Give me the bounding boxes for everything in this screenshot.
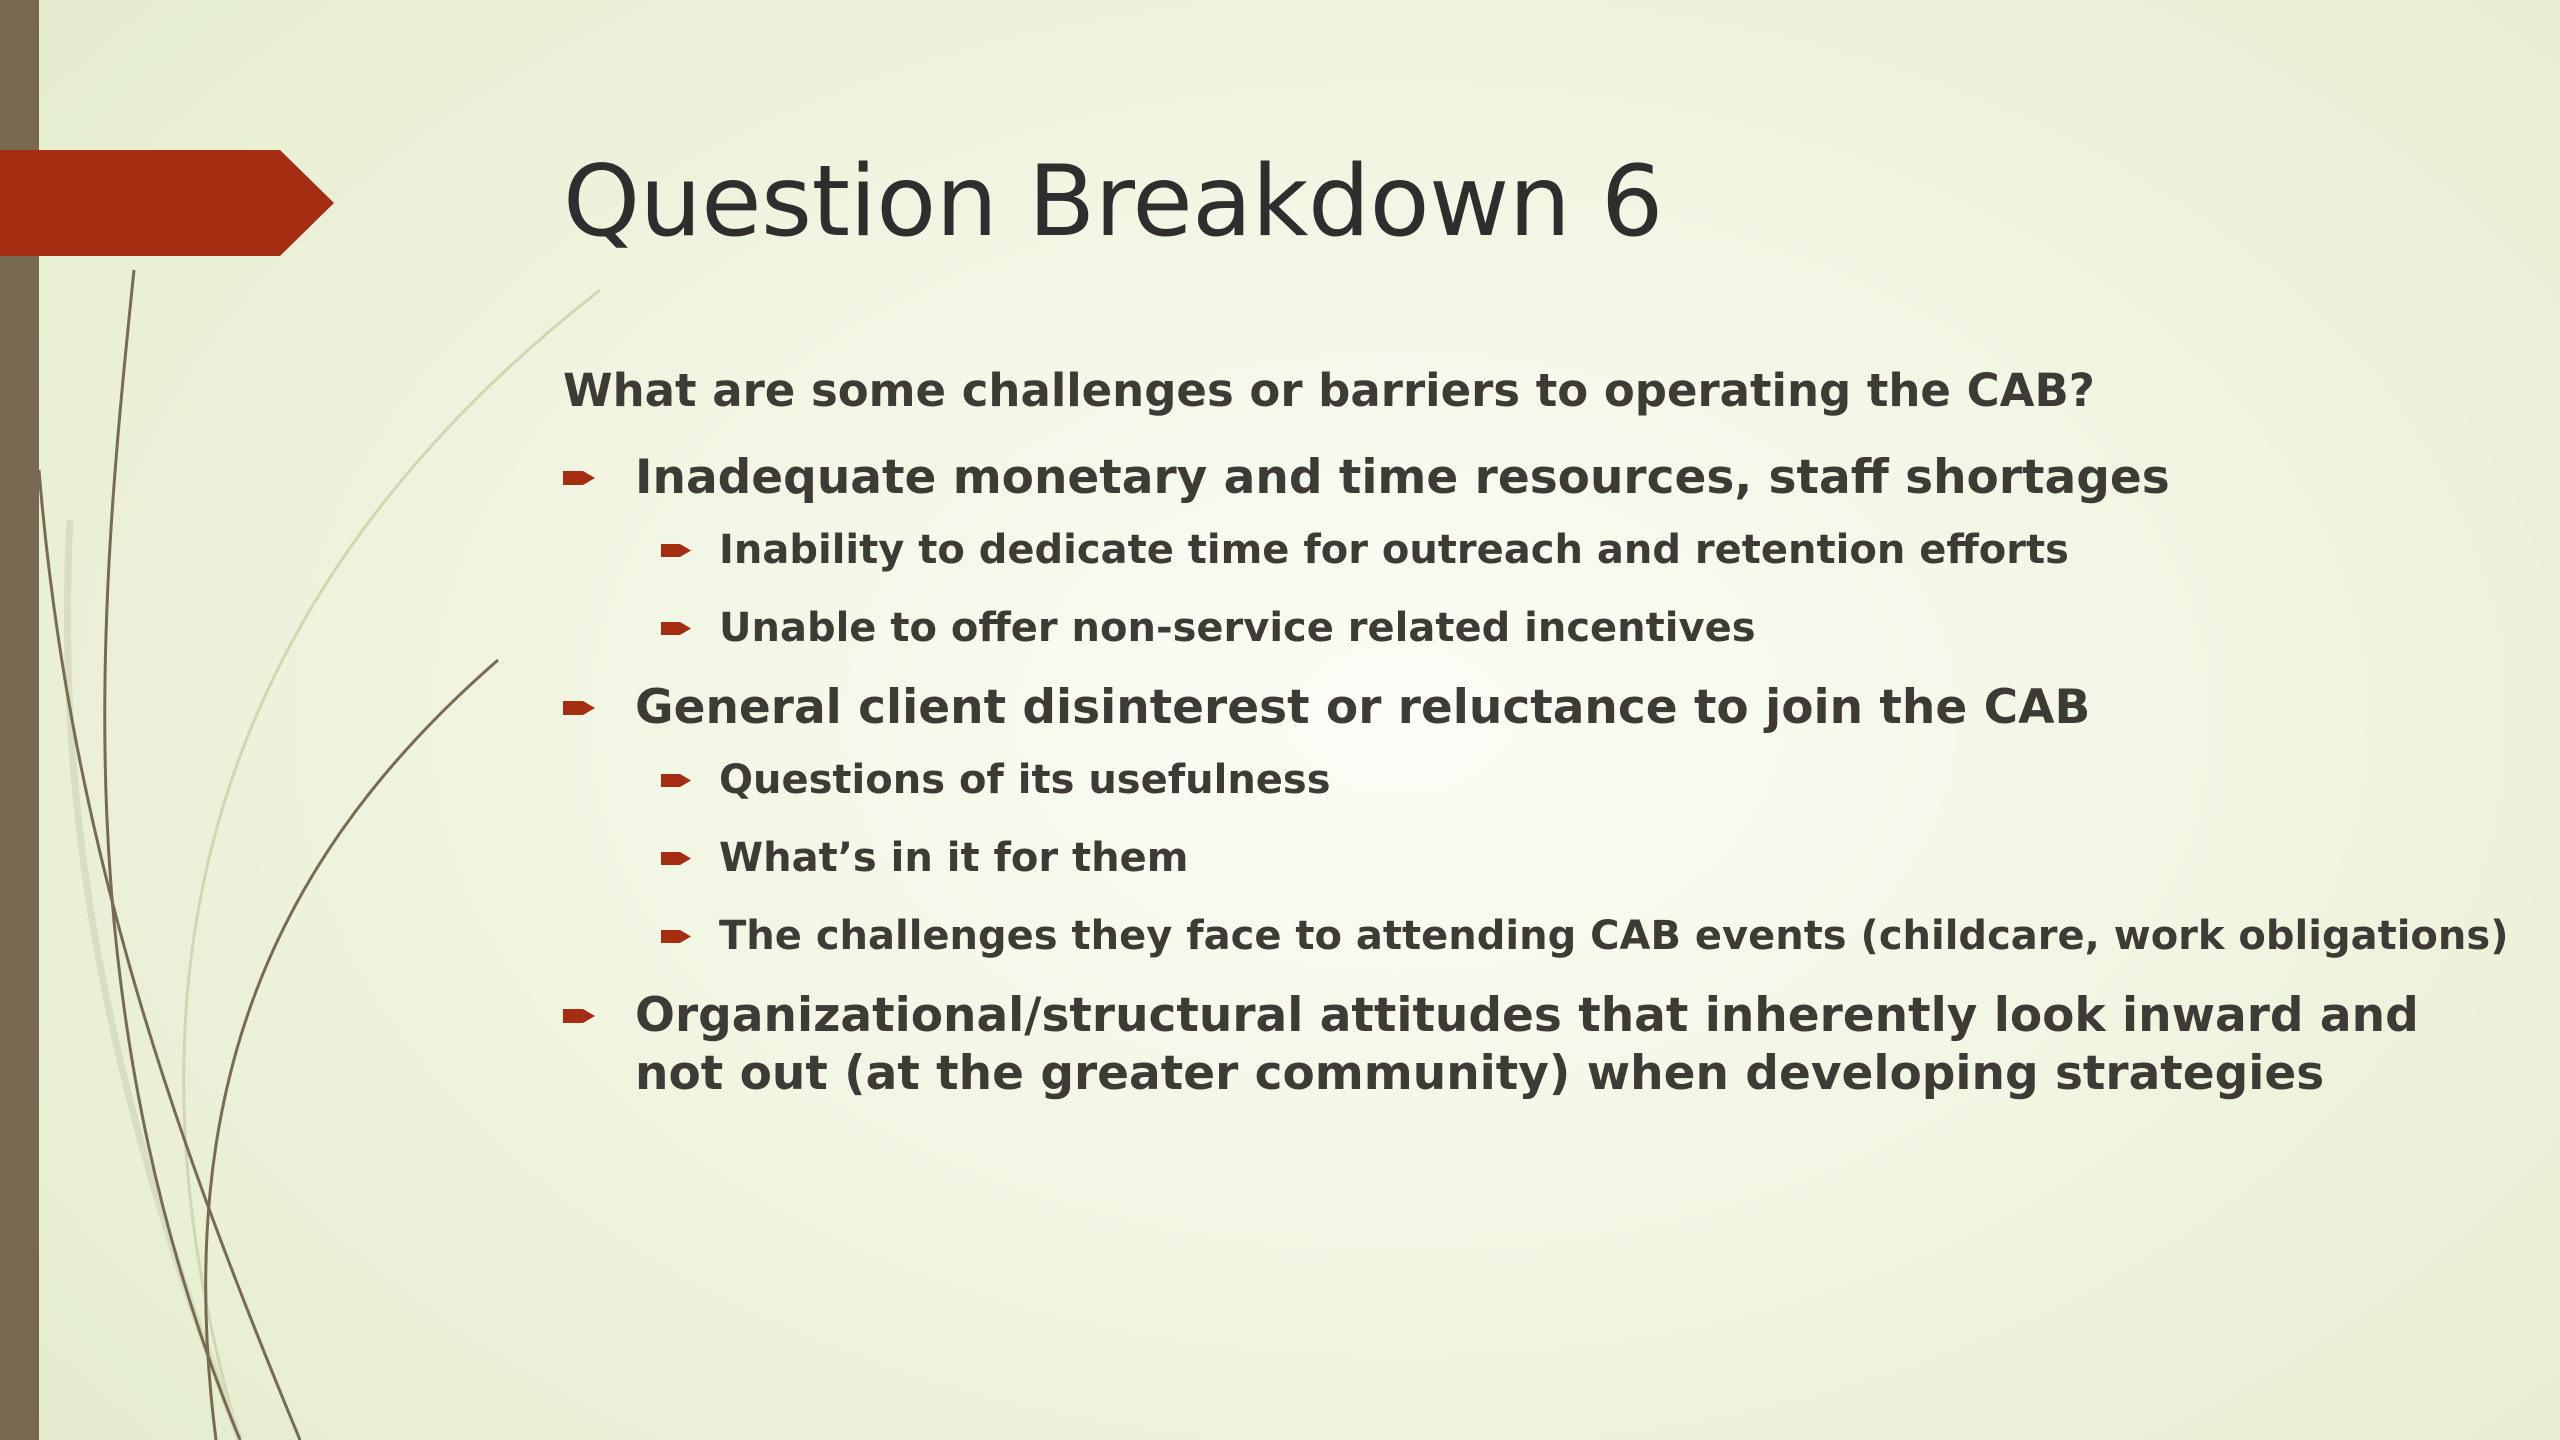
slide-body xyxy=(563,355,2509,1103)
swoosh-line-faint-2 xyxy=(67,520,240,1440)
swoosh-line-1 xyxy=(105,270,240,1440)
sub-bullet-item xyxy=(563,599,2463,657)
sub-bullet-item xyxy=(563,907,2509,965)
sub-bullet-item xyxy=(563,829,2463,887)
sub-bullet-text: Questions of its usefulness xyxy=(719,757,1331,803)
bullet-list xyxy=(563,449,2509,1103)
sub-bullet-item xyxy=(563,521,2463,579)
right-arrow-bullet-icon xyxy=(563,679,597,737)
right-arrow-bullet-icon xyxy=(661,751,695,809)
swoosh-line-faint-1 xyxy=(184,290,600,1440)
swoosh-line-3 xyxy=(39,470,300,1440)
bullet-item xyxy=(563,987,2463,1103)
intro-question: What are some challenges or barriers to operating the CAB? xyxy=(563,364,2095,417)
sub-bullet-text: Unable to offer non-service related incentives xyxy=(719,605,1756,651)
right-arrow-bullet-icon xyxy=(563,449,597,507)
sub-bullet-text: What’s in it for them xyxy=(719,835,1189,881)
sub-bullet-text: The challenges they face to attending CAB events (childcare, work obligations) xyxy=(719,913,2509,959)
right-arrow-bullet-icon xyxy=(661,521,695,579)
title-banner-arrow xyxy=(0,150,336,256)
swoosh-line-2 xyxy=(206,660,498,1440)
bullet-item xyxy=(563,679,2463,737)
sub-bullet-item xyxy=(563,751,2463,809)
right-arrow-bullet-icon xyxy=(661,599,695,657)
bullet-text: General client disinterest or reluctance to join the CAB xyxy=(635,680,2091,735)
slide-title: Question Breakdown 6 xyxy=(563,145,1663,259)
sub-bullet-text: Inability to dedicate time for outreach and retention efforts xyxy=(719,527,2069,573)
right-arrow-bullet-icon xyxy=(661,907,695,965)
bullet-text: Inadequate monetary and time resources, staff shortages xyxy=(635,450,2170,505)
bullet-item xyxy=(563,449,2463,507)
right-arrow-bullet-icon xyxy=(563,987,597,1045)
bullet-text: Organizational/structural attitudes that inherently look inward and not out (at the greater community) when developing strategies xyxy=(635,988,2419,1101)
right-arrow-bullet-icon xyxy=(661,829,695,887)
